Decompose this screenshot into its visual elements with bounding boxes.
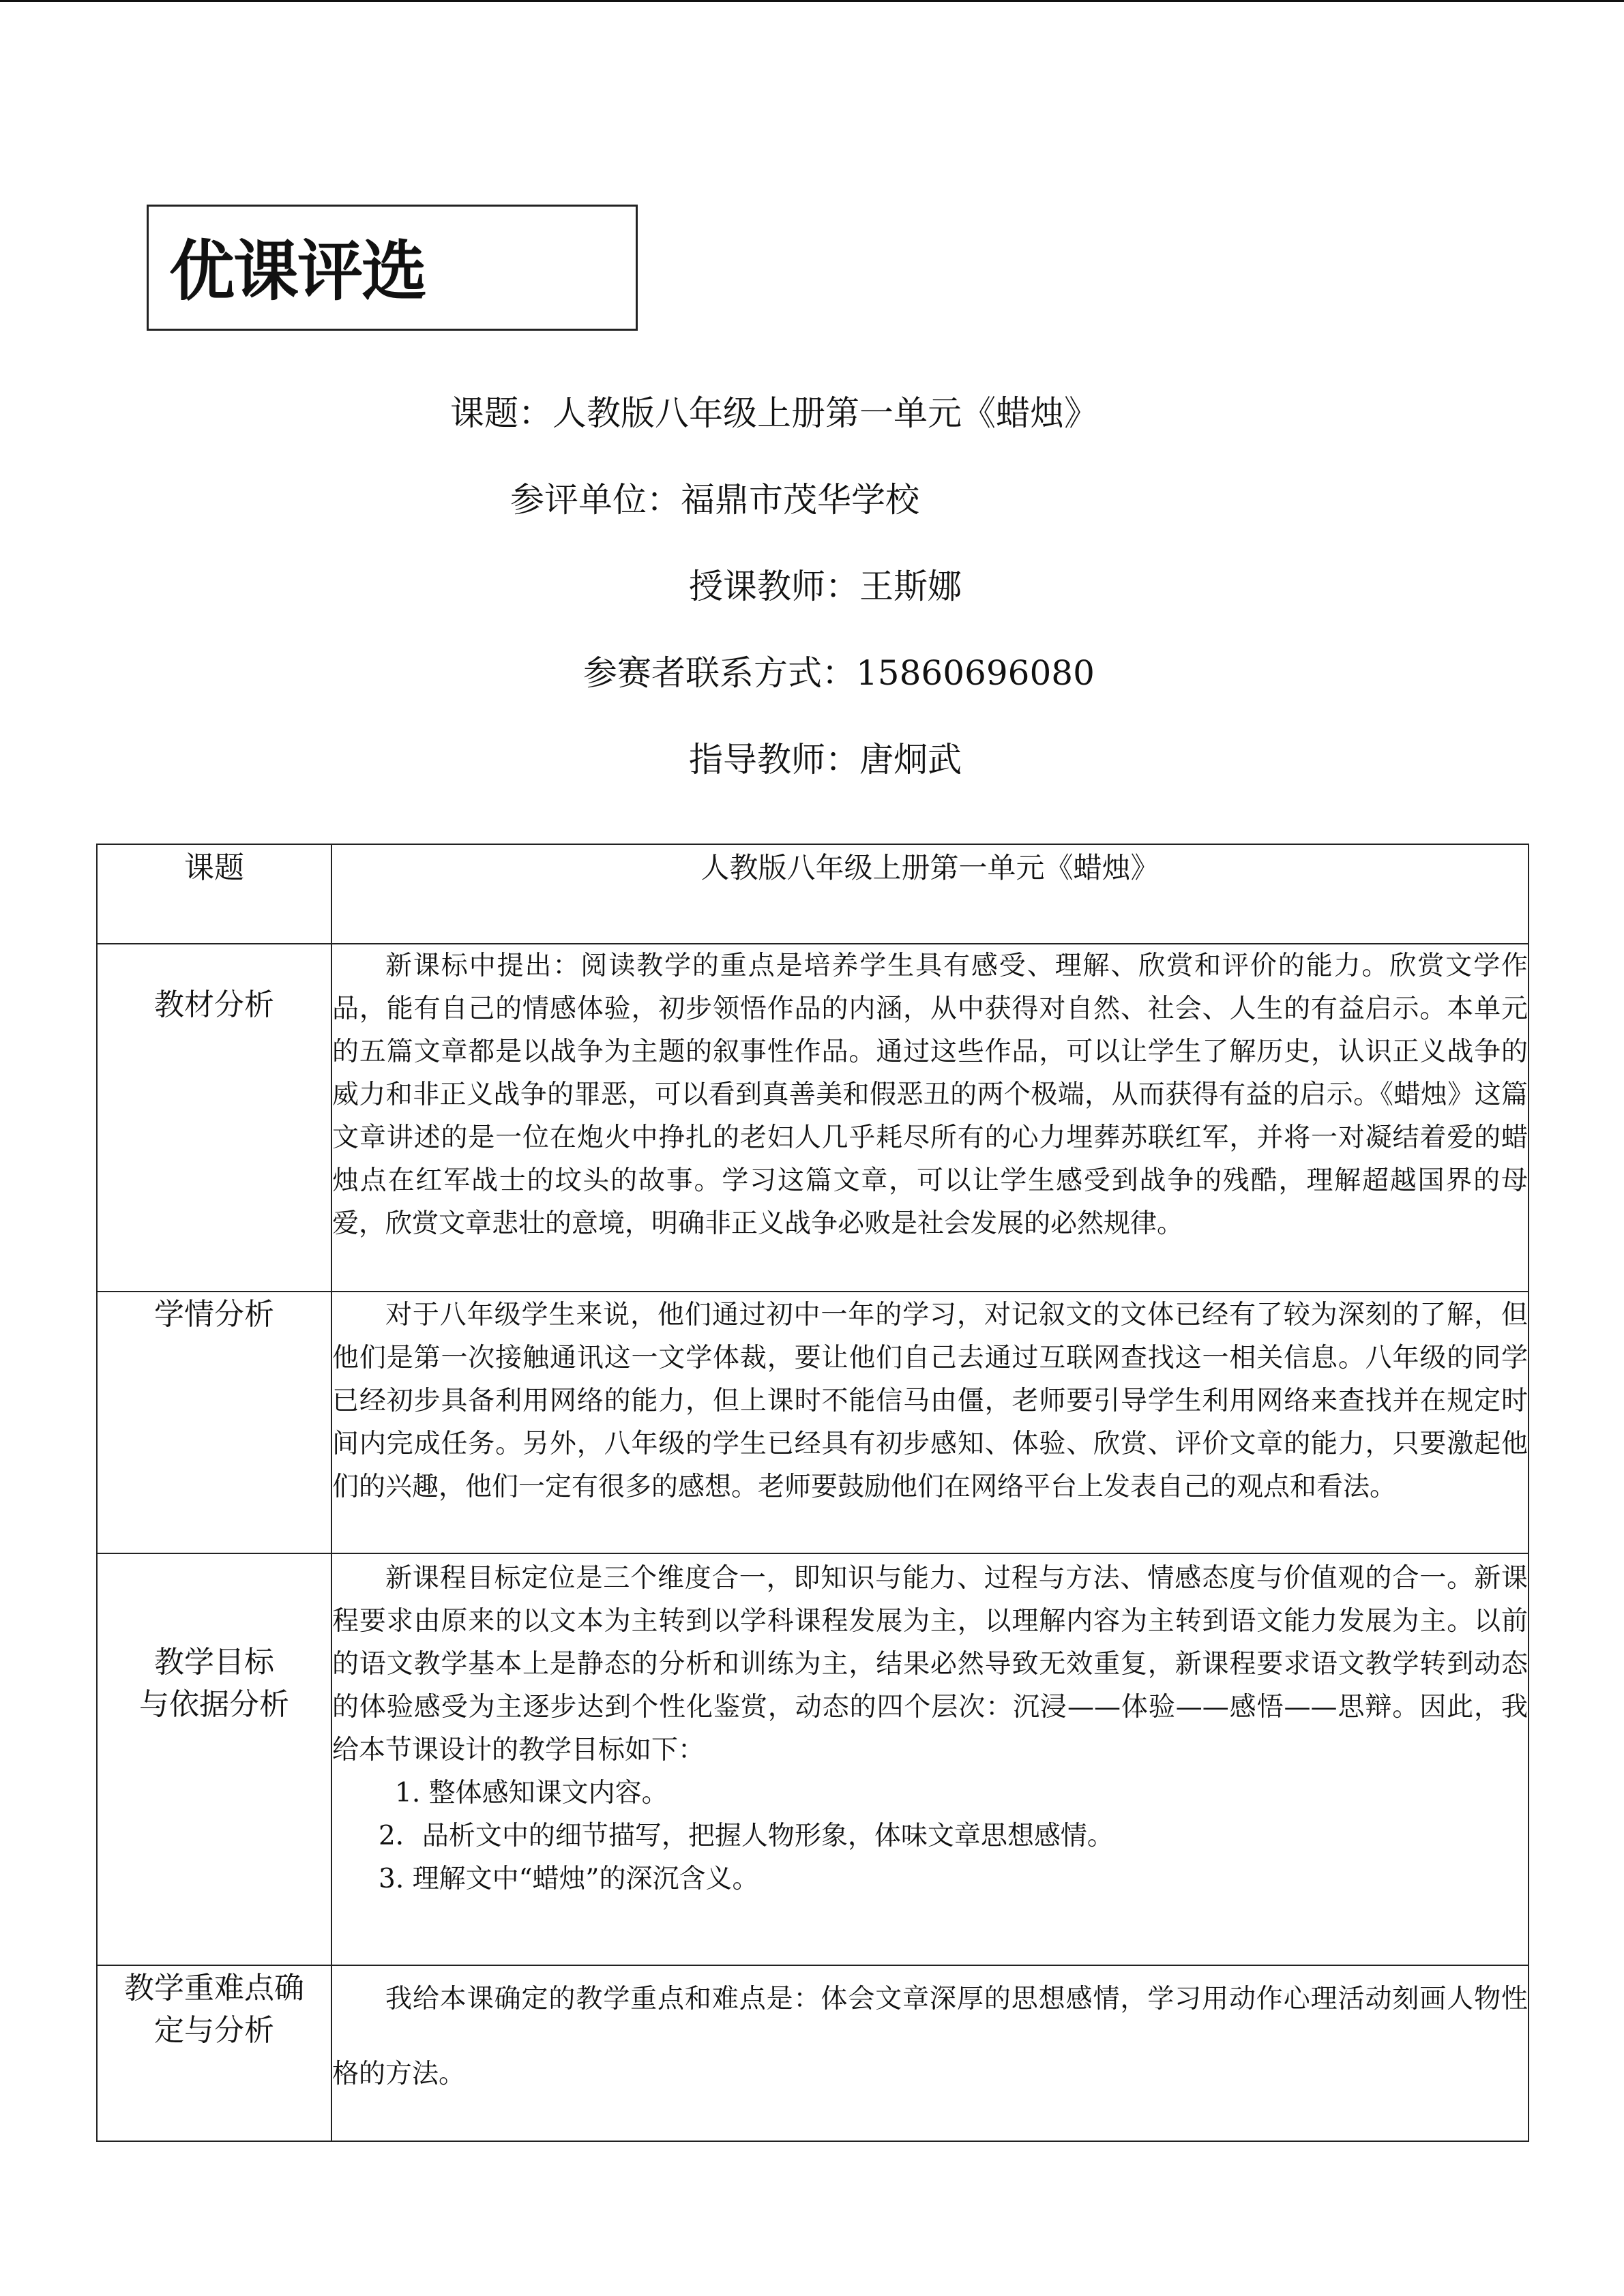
row-content-keypoints <box>331 1965 1529 2141</box>
table-row <box>97 844 1529 944</box>
page-title: 优课评选 <box>169 233 426 310</box>
info-topic: 课题：人教版八年级上册第一单元《蜡烛》 <box>450 393 1098 433</box>
row-label-topic: 课题 <box>97 844 331 944</box>
goals-intro-text: 新课程目标定位是三个维度合一，即知识与能力、过程与方法、情感态度与价值观的合一。新课程要求由原来的以文本为主转到以学科课程发展为主，以理解内容为主转到语文能力发展为主。以前的语文教学基本上是静态的分析和训练为主，结果必然导致无效重复，新课程要求语文教学转到动态的体验感受为主逐步达到个性化鉴赏，动态的四个层次：沉浸——体验——感悟——思辩。因此，我给本节课设计的教学目标如下： <box>332 1563 1528 1765</box>
label-line-1: 教学重难点确 <box>124 1971 304 2006</box>
top-border-line <box>0 0 1624 2</box>
row-content-goals <box>331 1553 1529 1965</box>
goal-item-1: 1. 整体感知课文内容。 <box>395 1778 668 1808</box>
label-line-2: 与依据分析 <box>139 1687 289 1722</box>
table-row <box>97 944 1529 1292</box>
row-content-topic: 人教版八年级上册第一单元《蜡烛》 <box>331 844 1529 944</box>
row-label-goals <box>97 1553 331 1965</box>
keypoints-text: 我给本课确定的教学重点和难点是：体会文章深厚的思想感情，学习用动作心理活动刻画人物性格的方法。 <box>332 1984 1528 2089</box>
row-label-keypoints <box>97 1965 331 2141</box>
table-row <box>97 1965 1529 2141</box>
row-content-material <box>331 944 1529 1292</box>
table-row <box>97 1292 1529 1553</box>
title-box <box>147 205 638 331</box>
label-line-2: 定与分析 <box>154 2013 274 2048</box>
student-analysis-text: 对于八年级学生来说，他们通过初中一年的学习，对记叙文的文体已经有了较为深刻的了解，但他们是第一次接触通讯这一文学体裁，要让他们自己去通过互联网查找这一相关信息。八年级的同学已经初步具备利用网络的能力，但上课时不能信马由僵，老师要引导学生利用网络来查找并在规定时间内完成任务。另外，八年级的学生已经具有初步感知、体验、欣赏、评价文章的能力，只要激起他们的兴趣，他们一定有很多的感想。老师要鼓励他们在网络平台上发表自己的观点和看法。 <box>332 1300 1528 1502</box>
label-line-1: 教学目标 <box>154 1645 274 1680</box>
info-unit: 参评单位：福鼎市茂华学校 <box>510 480 919 520</box>
info-advisor: 指导教师：唐炯武 <box>689 740 962 779</box>
goal-item-3: 3. 理解文中“蜡烛”的深沉含义。 <box>379 1864 759 1894</box>
lesson-table <box>96 844 1529 2142</box>
info-teacher: 授课教师：王斯娜 <box>689 567 962 606</box>
goal-item-2: 2．品析文中的细节描写，把握人物形象，体味文章思想感情。 <box>379 1821 1114 1851</box>
row-label-material: 教材分析 <box>97 944 331 1292</box>
row-content-students <box>331 1292 1529 1553</box>
row-label-students: 学情分析 <box>97 1292 331 1553</box>
table-row <box>97 1553 1529 1965</box>
material-analysis-text: 新课标中提出：阅读教学的重点是培养学生具有感受、理解、欣赏和评价的能力。欣赏文学作品，能有自己的情感体验，初步领悟作品的内涵，从中获得对自然、社会、人生的有益启示。本单元的五篇文章都是以战争为主题的叙事性作品。通过这些作品，可以让学生了解历史，认识正义战争的威力和非正义战争的罪恶，可以看到真善美和假恶丑的两个极端，从而获得有益的启示。《蜡烛》这篇文章讲述的是一位在炮火中挣扎的老妇人几乎耗尽所有的心力埋葬苏联红军，并将一对凝结着爱的蜡烛点在红军战士的坟头的故事。学习这篇文章，可以让学生感受到战争的残酷，理解超越国界的母爱，欣赏文章悲壮的意境，明确非正义战争必败是社会发展的必然规律。 <box>332 951 1528 1239</box>
info-contact: 参赛者联系方式：15860696080 <box>583 653 1095 693</box>
